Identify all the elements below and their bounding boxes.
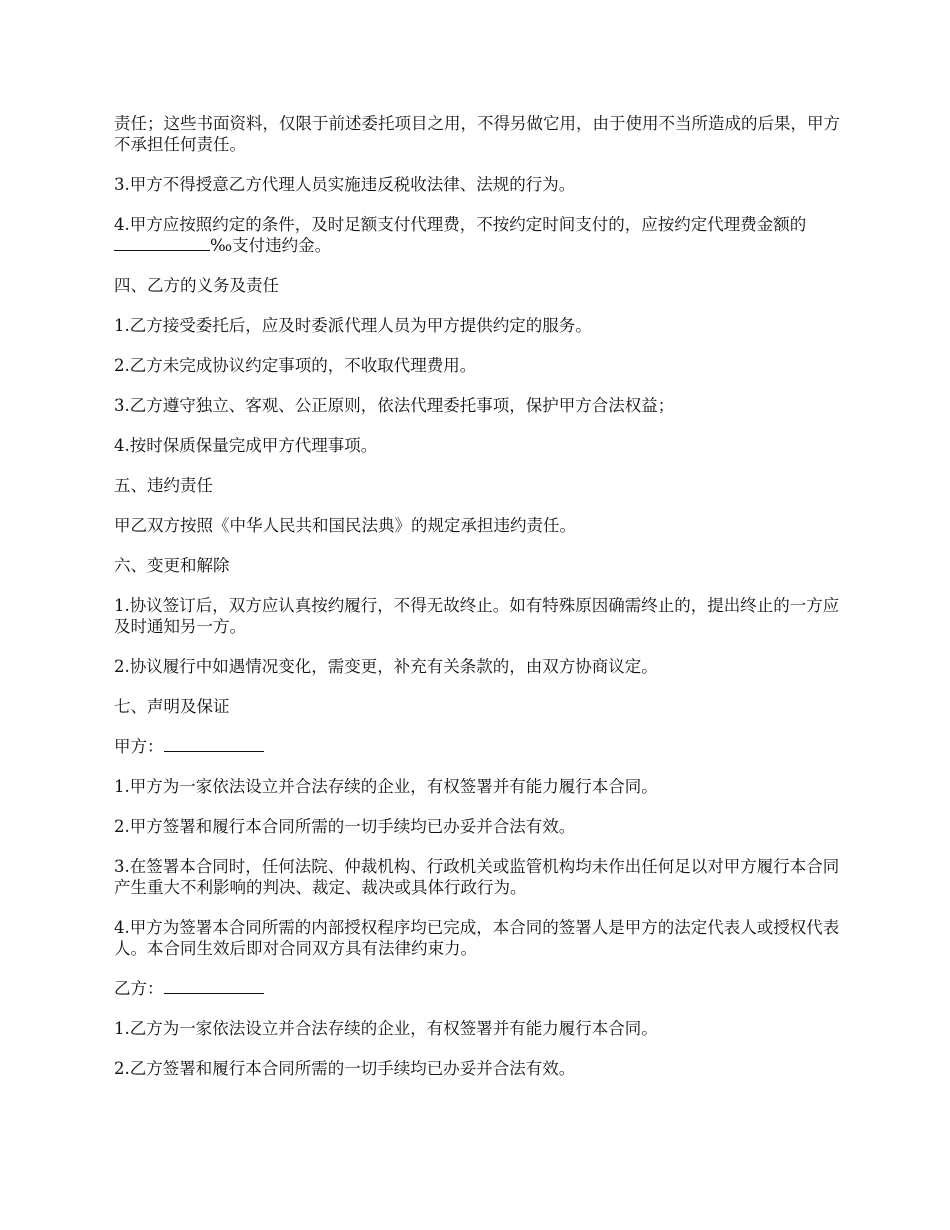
party-b-blank-field bbox=[164, 979, 264, 994]
paragraph: 4.甲方为签署本合同所需的内部授权程序均已完成，本合同的签署人是甲方的法定代表人或授权代表人。本合同生效后即对合同双方具有法律约束力。 bbox=[114, 918, 840, 958]
paragraph: 1.乙方为一家依法设立并合法存续的企业，有权签署并有能力履行本合同。 bbox=[114, 1019, 658, 1038]
document-page bbox=[114, 113, 840, 1098]
paragraph: 责任；这些书面资料，仅限于前述委托项目之用，不得另做它用，由于使用不当所造成的后果，甲方不承担任何责任。 bbox=[114, 114, 840, 154]
party-b-label: 乙方： bbox=[114, 979, 164, 998]
party-a-label: 甲方： bbox=[114, 737, 164, 756]
paragraph: 2.乙方签署和履行本合同所需的一切手续均已办妥并合法有效。 bbox=[114, 1059, 576, 1078]
paragraph: 2.甲方签署和履行本合同所需的一切手续均已办妥并合法有效。 bbox=[114, 817, 576, 836]
section-heading: 五、违约责任 bbox=[114, 476, 213, 495]
paragraph: 4.按时保质保量完成甲方代理事项。 bbox=[114, 436, 378, 455]
paragraph: 1.协议签订后，双方应认真按约履行，不得无故终止。如有特殊原因确需终止的，提出终止的一方应及时通知另一方。 bbox=[114, 596, 840, 636]
paragraph-text: ‰支付违约金。 bbox=[210, 236, 332, 255]
party-a-blank-field bbox=[164, 737, 264, 752]
section-heading: 六、变更和解除 bbox=[114, 556, 230, 575]
paragraph: 3.乙方遵守独立、客观、公正原则，依法代理委托事项，保护甲方合法权益； bbox=[114, 396, 675, 415]
party-a-line bbox=[114, 736, 840, 757]
paragraph: 甲乙双方按照《中华人民共和国民法典》的规定承担违约责任。 bbox=[114, 516, 576, 535]
paragraph-with-blank bbox=[114, 214, 840, 256]
rate-blank-field bbox=[114, 236, 210, 251]
paragraph: 2.乙方未完成协议约定事项的，不收取代理费用。 bbox=[114, 356, 477, 375]
section-heading: 四、乙方的义务及责任 bbox=[114, 276, 279, 295]
paragraph: 3.甲方不得授意乙方代理人员实施违反税收法律、法规的行为。 bbox=[114, 175, 576, 194]
paragraph: 2.协议履行中如遇情况变化，需变更，补充有关条款的，由双方协商议定。 bbox=[114, 657, 658, 676]
party-b-line bbox=[114, 978, 840, 999]
paragraph: 1.甲方为一家依法设立并合法存续的企业，有权签署并有能力履行本合同。 bbox=[114, 777, 658, 796]
paragraph: 3.在签署本合同时，任何法院、仲裁机构、行政机关或监管机构均未作出任何足以对甲方履行本合同产生重大不利影响的判决、裁定、裁决或具体行政行为。 bbox=[114, 857, 840, 897]
section-heading: 七、声明及保证 bbox=[114, 697, 230, 716]
paragraph-text: 4.甲方应按照约定的条件，及时足额支付代理费，不按约定时间支付的，应按约定代理费金额的 bbox=[114, 215, 807, 234]
paragraph: 1.乙方接受委托后，应及时委派代理人员为甲方提供约定的服务。 bbox=[114, 316, 592, 335]
